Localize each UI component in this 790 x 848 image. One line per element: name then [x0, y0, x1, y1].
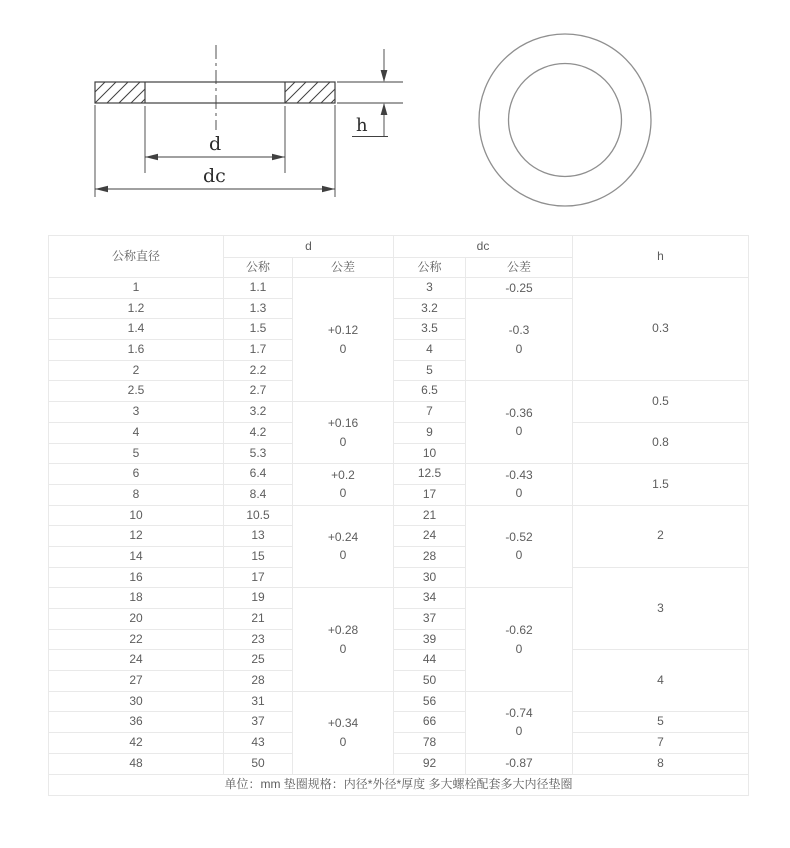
cell-d-nominal: 37 [224, 712, 293, 733]
washer-front-view [479, 34, 651, 206]
cell-dc-nominal: 17 [394, 484, 466, 505]
cell-dc-nominal: 44 [394, 650, 466, 671]
cell-nominal-diameter: 16 [49, 567, 224, 588]
cell-nominal-diameter: 10 [49, 505, 224, 526]
cell-nominal-diameter: 3 [49, 402, 224, 423]
cell-dc-nominal: 10 [394, 443, 466, 464]
cell-d-tolerance: +0.2 0 [293, 464, 394, 505]
cell-nominal-diameter: 1.2 [49, 298, 224, 319]
cell-d-tolerance: +0.16 0 [293, 402, 394, 464]
cell-d-nominal: 5.3 [224, 443, 293, 464]
cell-nominal-diameter: 2.5 [49, 381, 224, 402]
cell-nominal-diameter: 14 [49, 546, 224, 567]
spec-table-body [49, 278, 749, 775]
cell-h: 8 [573, 753, 749, 774]
table-row [49, 381, 749, 402]
cell-dc-nominal: 50 [394, 671, 466, 692]
cell-dc-tolerance: -0.62 0 [466, 588, 573, 691]
cell-nominal-diameter: 2 [49, 360, 224, 381]
header-h: h [573, 236, 749, 278]
dimension-label-dc: dc [203, 165, 226, 187]
cell-d-nominal: 2.7 [224, 381, 293, 402]
section-body [95, 82, 335, 103]
cell-dc-tolerance: -0.87 [466, 753, 573, 774]
cell-d-nominal: 23 [224, 629, 293, 650]
cell-dc-nominal: 12.5 [394, 464, 466, 485]
cell-dc-nominal: 6.5 [394, 381, 466, 402]
hatch-left [95, 82, 145, 103]
outer-circle [479, 34, 651, 206]
cell-nominal-diameter: 12 [49, 526, 224, 547]
cell-h: 0.8 [573, 422, 749, 463]
cell-d-nominal: 1.5 [224, 319, 293, 340]
table-row [49, 712, 749, 733]
table-row [49, 278, 749, 299]
cell-dc-nominal: 78 [394, 733, 466, 754]
cell-h: 3 [573, 567, 749, 650]
cell-nominal-diameter: 30 [49, 691, 224, 712]
cell-h: 0.5 [573, 381, 749, 422]
cell-nominal-diameter: 4 [49, 422, 224, 443]
cell-dc-tolerance: -0.52 0 [466, 505, 573, 588]
header-d: d [224, 236, 394, 258]
cell-dc-nominal: 21 [394, 505, 466, 526]
cell-dc-nominal: 28 [394, 546, 466, 567]
cell-d-nominal: 21 [224, 609, 293, 630]
cell-h: 0.3 [573, 278, 749, 381]
cell-h: 1.5 [573, 464, 749, 505]
cell-d-nominal: 28 [224, 671, 293, 692]
header-nominal-diameter: 公称直径 [49, 236, 224, 278]
washer-technical-drawing [0, 0, 790, 232]
cell-d-nominal: 4.2 [224, 422, 293, 443]
cell-dc-tolerance: -0.3 0 [466, 298, 573, 381]
cell-nominal-diameter: 1.6 [49, 340, 224, 361]
cell-d-tolerance: +0.34 0 [293, 691, 394, 774]
cell-nominal-diameter: 8 [49, 484, 224, 505]
dimension-label-d: d [209, 133, 222, 155]
cell-nominal-diameter: 18 [49, 588, 224, 609]
cell-d-nominal: 8.4 [224, 484, 293, 505]
cell-h: 5 [573, 712, 749, 733]
cell-d-nominal: 3.2 [224, 402, 293, 423]
cell-d-nominal: 50 [224, 753, 293, 774]
cell-d-nominal: 43 [224, 733, 293, 754]
cell-nominal-diameter: 1 [49, 278, 224, 299]
table-row [49, 650, 749, 671]
cell-dc-nominal: 9 [394, 422, 466, 443]
cell-d-nominal: 15 [224, 546, 293, 567]
cell-dc-tolerance: -0.43 0 [466, 464, 573, 505]
cell-d-nominal: 6.4 [224, 464, 293, 485]
cell-dc-tolerance: -0.74 0 [466, 691, 573, 753]
cell-dc-nominal: 3.2 [394, 298, 466, 319]
table-row [49, 567, 749, 588]
cell-d-nominal: 1.1 [224, 278, 293, 299]
cell-dc-nominal: 24 [394, 526, 466, 547]
cell-nominal-diameter: 48 [49, 753, 224, 774]
cell-nominal-diameter: 42 [49, 733, 224, 754]
cell-h: 7 [573, 733, 749, 754]
header-dc: dc [394, 236, 573, 258]
dimension-arrowheads [95, 70, 387, 192]
cell-nominal-diameter: 20 [49, 609, 224, 630]
dimension-label-h: h [356, 115, 368, 136]
cell-nominal-diameter: 24 [49, 650, 224, 671]
table-row [49, 422, 749, 443]
cell-dc-nominal: 4 [394, 340, 466, 361]
header-d-tolerance: 公差 [293, 258, 394, 278]
cell-dc-nominal: 37 [394, 609, 466, 630]
cell-nominal-diameter: 5 [49, 443, 224, 464]
cell-nominal-diameter: 36 [49, 712, 224, 733]
cell-dc-nominal: 5 [394, 360, 466, 381]
cell-d-nominal: 10.5 [224, 505, 293, 526]
cell-h: 4 [573, 650, 749, 712]
inner-circle [509, 64, 622, 177]
cell-dc-nominal: 92 [394, 753, 466, 774]
cell-dc-nominal: 34 [394, 588, 466, 609]
table-row [49, 733, 749, 754]
cell-d-nominal: 1.3 [224, 298, 293, 319]
header-d-nominal: 公称 [224, 258, 293, 278]
cell-h: 2 [573, 505, 749, 567]
cell-d-nominal: 25 [224, 650, 293, 671]
cell-d-nominal: 13 [224, 526, 293, 547]
header-dc-nominal: 公称 [394, 258, 466, 278]
cell-d-tolerance: +0.28 0 [293, 588, 394, 691]
cell-d-tolerance: +0.24 0 [293, 505, 394, 588]
cell-d-tolerance: +0.12 0 [293, 278, 394, 402]
cell-d-nominal: 1.7 [224, 340, 293, 361]
cell-d-nominal: 2.2 [224, 360, 293, 381]
cell-dc-nominal: 30 [394, 567, 466, 588]
cell-d-nominal: 19 [224, 588, 293, 609]
header-dc-tolerance: 公差 [466, 258, 573, 278]
cell-dc-nominal: 7 [394, 402, 466, 423]
cell-dc-nominal: 3 [394, 278, 466, 299]
table-row [49, 505, 749, 526]
cell-dc-nominal: 66 [394, 712, 466, 733]
cell-dc-nominal: 3.5 [394, 319, 466, 340]
table-footer-note: 单位：mm 垫圈规格：内径*外径*厚度 多大螺栓配套多大内径垫圈 [49, 774, 749, 795]
cell-nominal-diameter: 27 [49, 671, 224, 692]
washer-spec-table [48, 235, 749, 796]
cell-nominal-diameter: 1.4 [49, 319, 224, 340]
cell-dc-nominal: 56 [394, 691, 466, 712]
spec-table-container [48, 235, 749, 796]
spec-table-header [49, 236, 749, 278]
cell-dc-tolerance: -0.25 [466, 278, 573, 299]
cell-dc-nominal: 39 [394, 629, 466, 650]
hatch-right [285, 82, 335, 103]
cell-dc-tolerance: -0.36 0 [466, 381, 573, 464]
cell-d-nominal: 17 [224, 567, 293, 588]
cell-d-nominal: 31 [224, 691, 293, 712]
cell-nominal-diameter: 6 [49, 464, 224, 485]
table-row [49, 464, 749, 485]
table-row [49, 753, 749, 774]
cell-nominal-diameter: 22 [49, 629, 224, 650]
